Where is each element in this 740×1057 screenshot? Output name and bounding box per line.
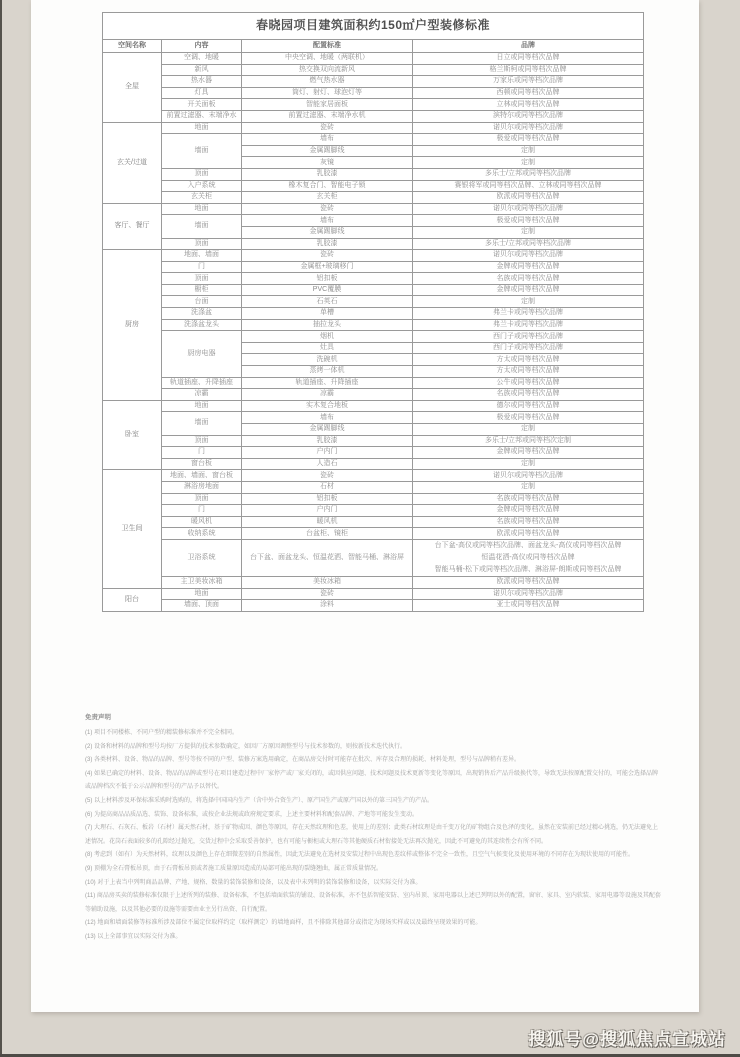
disclaimer-item: (10) 对于上表当中列明商品品牌、产地、规格、数量的装饰装修和设备，以及表中未列明的装饰装修和设备，以实际交付为准。	[85, 879, 422, 886]
table-cell: 地面	[162, 203, 242, 215]
table-cell: 新风	[162, 64, 242, 76]
disclaimer-item: (3) 各类材料、设备、物品的品牌、型号等按不同的户型、装修方案选用确定，在商品房交付时可能存在批次、库存及合理的损耗、材料处理，型号与品牌稍有差异。	[85, 757, 521, 764]
table-cell: 瓷砖	[242, 470, 413, 482]
table-cell: 极爱或同等档次品牌	[413, 215, 644, 227]
table-cell: 烟机	[242, 331, 413, 343]
table-cell: 抽拉龙头	[242, 319, 413, 331]
table-row	[103, 528, 644, 540]
table-cell: 铝扣板	[242, 273, 413, 285]
table-cell: 西门子或同等档次品牌	[413, 342, 644, 354]
table-cell: 西顿或同等档次品牌	[413, 87, 644, 99]
table-cell: 中央空调、地暖（两联机）	[242, 53, 413, 65]
table-row	[103, 296, 644, 308]
table-cell: 顶面	[162, 273, 242, 285]
table-cell: PVC覆膜	[242, 284, 413, 296]
table-row	[103, 389, 644, 401]
table-cell: 厨房电器	[162, 331, 242, 377]
table-cell: 金属踢脚线	[242, 226, 413, 238]
table-row	[103, 284, 644, 296]
table-cell: 热水器	[162, 76, 242, 88]
disclaimer-item: (8) 考虑到（如有）为天然材料，纹理以及颜色上存在细微差别的自然属性，因此无法避免在选材及安装过程中出现色差纹样或整体不完全一致性，且空气气候变化及使用环境的不同存在为现状使用的可能性。	[85, 852, 635, 859]
table-cell: 橡木复合门、智能电子锁	[242, 180, 413, 192]
table-cell: 轨道插座、升降插座	[162, 377, 242, 389]
table-row	[103, 377, 644, 389]
table-cell: 地面、墙面、窗台板	[162, 470, 242, 482]
table-cell: 橱柜	[162, 284, 242, 296]
table-cell: 热交换双向流新风	[242, 64, 413, 76]
table-cell: 极爱或同等档次品牌	[413, 412, 644, 424]
table-cell: 洗碗机	[242, 354, 413, 366]
table-row	[103, 505, 644, 517]
table-row	[103, 238, 644, 250]
table-title-row	[103, 13, 644, 40]
table-cell: 乳胶漆	[242, 238, 413, 250]
table-cell: 窗台板	[162, 458, 242, 470]
table-row	[103, 576, 644, 588]
column-header: 品牌	[413, 40, 644, 53]
table-cell: 名族或同等档次品牌	[413, 516, 644, 528]
table-cell: 玄关柜	[242, 192, 413, 204]
disclaimer-item: (2) 设备和材料的品牌和型号均按厂方提供的技术参数确定，如因厂方原因调整型号与技术参数的，则按新技术迭代执行。	[85, 743, 407, 750]
table-cell: 涂料	[242, 600, 413, 612]
column-header: 配置标准	[242, 40, 413, 53]
table-cell: 瓷砖	[242, 122, 413, 134]
table-cell: 暖风机	[162, 516, 242, 528]
document-page	[31, 0, 699, 1012]
table-cell: 顶面	[162, 168, 242, 180]
table-cell: 墙面	[162, 412, 242, 435]
table-cell: 名族或同等档次品牌	[413, 389, 644, 401]
table-cell: 欧派或同等档次品牌	[413, 528, 644, 540]
table-row	[103, 493, 644, 505]
table-cell: 美妆冰箱	[242, 576, 413, 588]
table-cell: 石材	[242, 481, 413, 493]
space-name-cell: 卫生间	[103, 470, 162, 588]
table-cell: 前置过滤器、末端净水	[162, 110, 242, 122]
table-cell: 多乐士/立邦或同等档次品牌	[413, 168, 644, 180]
table-cell: 墙面、顶面	[162, 600, 242, 612]
table-cell: 诺贝尔或同等档次品牌	[413, 122, 644, 134]
table-cell: 灶具	[242, 342, 413, 354]
decoration-standard-table	[102, 12, 644, 612]
table-cell: 顶面	[162, 493, 242, 505]
table-cell: 暖风机	[242, 516, 413, 528]
table-cell: 金牌或同等档次品牌	[413, 447, 644, 459]
table-cell: 金牌或同等档次品牌	[413, 261, 644, 273]
table-cell: 墙面	[162, 215, 242, 238]
table-cell: 凉霸	[242, 389, 413, 401]
table-cell: 定制	[413, 458, 644, 470]
table-cell: 西门子或同等档次品牌	[413, 331, 644, 343]
table-cell: 立林或同等档次品牌	[413, 99, 644, 111]
table-row	[103, 470, 644, 482]
table-cell: 玄关柜	[162, 192, 242, 204]
space-name-cell: 全屋	[103, 53, 162, 123]
table-row	[103, 168, 644, 180]
table-cell: 金牌或同等档次品牌	[413, 505, 644, 517]
table-cell: 德尔或同等档次品牌	[413, 400, 644, 412]
table-cell: 多乐士/立邦或同等档次定制	[413, 435, 644, 447]
table-cell: 地面	[162, 588, 242, 600]
table-row	[103, 539, 644, 576]
space-name-cell: 客厅、餐厅	[103, 203, 162, 249]
table-cell: 墙布	[242, 412, 413, 424]
table-cell: 实木复合地板	[242, 400, 413, 412]
table-cell: 户内门	[242, 447, 413, 459]
table-cell: 诺贝尔或同等档次品牌	[413, 470, 644, 482]
table-row	[103, 588, 644, 600]
table-cell: 地面	[162, 122, 242, 134]
table-cell: 空调、地暖	[162, 53, 242, 65]
table-cell: 万家乐或同等档次品牌	[413, 76, 644, 88]
table-cell: 弗兰卡或同等档次品牌	[413, 308, 644, 320]
table-row	[103, 412, 644, 424]
table-cell: 入户系统	[162, 180, 242, 192]
table-cell: 名族或同等档次品牌	[413, 273, 644, 285]
disclaimer-item: (13) 以上全部事宜以实际交付为准。	[85, 933, 182, 940]
table-row	[103, 447, 644, 459]
table-row	[103, 435, 644, 447]
table-cell: 开关面板	[162, 99, 242, 111]
table-cell: 洗涤盆龙头	[162, 319, 242, 331]
table-cell: 淋浴房地面	[162, 481, 242, 493]
table-row	[103, 53, 644, 65]
table-cell: 门	[162, 505, 242, 517]
table-row	[103, 273, 644, 285]
table-body	[103, 53, 644, 612]
table-cell: 智能家居面板	[242, 99, 413, 111]
table-row	[103, 600, 644, 612]
table-cell: 定制	[413, 157, 644, 169]
table-cell: 多乐士/立邦或同等档次品牌	[413, 238, 644, 250]
table-cell: 墙面	[162, 134, 242, 169]
disclaimer-item: (4) 如果已确定的材料、设备、物品的品牌或型号在项目建造过程中厂家停产或厂家关闭的，或因供应问题、技术问题及技术更新等变化等原因，出现销售后产品升级换代等，导致无法按原配置交付的，可能会选择品牌或品牌档次不低于公示品牌和型号的产品予以替代。	[85, 770, 659, 791]
table-row	[103, 319, 644, 331]
table-cell: 乳胶漆	[242, 168, 413, 180]
table-cell: 赛银将军或同等档次品牌、立林或同等档次品牌	[413, 180, 644, 192]
table-row	[103, 481, 644, 493]
table-row	[103, 87, 644, 99]
disclaimer-item: (7) 大理石、石灰石、板岩（石材）属天然石材，基于矿物成因、颜色等原因，存在天然纹理和色差，使用上的差别；此类石材纹理是由千变万化的矿物组合及色泽的变化，虽然在安装前已经过精心挑选，仍无法避免上述情况。花岗石表面较多的孔隙经过抛光，交货过程中会采取妥善保护，也有可能与橱柜或大理石等其他硬质石材衔接处无法再次抛光，因此不可避免的其连续性会有所不同。	[85, 825, 659, 845]
table-cell: 灯具	[162, 87, 242, 99]
disclaimer-items	[85, 727, 663, 945]
table-cell: 收纳系统	[162, 528, 242, 540]
table-cell: 瓷砖	[242, 250, 413, 262]
table-cell: 墙布	[242, 134, 413, 146]
table-cell: 户内门	[242, 505, 413, 517]
table-row	[103, 99, 644, 111]
space-name-cell: 厨房	[103, 250, 162, 401]
disclaimer-item: (11) 商品房买卖的装修标准仅限于上述所列的装修、设备标准，不包括墙面软装的铺设、设备标准，亦不包括智能安防、室内吊顶、家用电器以上述已列明以外的配置，窗帘、家具、室内软装、家用电器等设施及其配套等辅助设施，以及其他必要的设施等需要由业主另行出资、自行配置。	[85, 893, 661, 913]
table-cell: 欧派或同等档次品牌	[413, 576, 644, 588]
table-row	[103, 516, 644, 528]
table-cell: 台盆柜、镜柜	[242, 528, 413, 540]
table-cell: 格兰斯柯或同等档次品牌	[413, 64, 644, 76]
table-cell: 铝扣板	[242, 493, 413, 505]
table-cell: 顶面	[162, 435, 242, 447]
table-row	[103, 203, 644, 215]
table-cell: 金属框+玻璃移门	[242, 261, 413, 273]
column-header: 内容	[162, 40, 242, 53]
table-cell: 定制	[413, 481, 644, 493]
table-cell: 凉霸	[162, 389, 242, 401]
space-name-cell: 玄关/过道	[103, 122, 162, 203]
table-row	[103, 110, 644, 122]
table-cell: 人造石	[242, 458, 413, 470]
table-row	[103, 308, 644, 320]
disclaimer-item: (9) 顶棚为全石膏板吊顶，由于石膏板吊顶或者施工质量原因造成的局部可能出现的裂缝翘曲，属正常质量情况。	[85, 865, 383, 872]
table-cell: 金属踢脚线	[242, 145, 413, 157]
table-cell: 金属踢脚线	[242, 424, 413, 436]
table-row	[103, 192, 644, 204]
table-row	[103, 122, 644, 134]
table-cell: 滨特尔或同等档次品牌	[413, 110, 644, 122]
table-row	[103, 180, 644, 192]
table-cell: 筒灯、射灯、球泡灯等	[242, 87, 413, 99]
table-cell: 卫浴系统	[162, 539, 242, 576]
table-row	[103, 215, 644, 227]
table-cell: 洗涤盆	[162, 308, 242, 320]
table-row	[103, 250, 644, 262]
table-cell: 诺贝尔或同等档次品牌	[413, 203, 644, 215]
table-cell: 定制	[413, 226, 644, 238]
table-cell: 灰镜	[242, 157, 413, 169]
table-cell: 公牛或同等档次品牌	[413, 377, 644, 389]
disclaimer-section	[85, 712, 663, 945]
space-name-cell: 阳台	[103, 588, 162, 611]
table-cell: 定制	[413, 424, 644, 436]
table-cell: 亚士或同等档次品牌	[413, 600, 644, 612]
table-cell: 台下盆、面盆龙头、恒温花洒、智能马桶、淋浴屏	[242, 539, 413, 576]
table-cell: 弗兰卡或同等档次品牌	[413, 319, 644, 331]
table-cell: 主卫美妆冰箱	[162, 576, 242, 588]
table-cell: 单槽	[242, 308, 413, 320]
table-cell: 乳胶漆	[242, 435, 413, 447]
table-cell: 门	[162, 447, 242, 459]
table-cell: 地面、墙面	[162, 250, 242, 262]
table-cell: 金牌或同等档次品牌	[413, 284, 644, 296]
table-row	[103, 134, 644, 146]
table-cell: 欧派或同等档次品牌	[413, 192, 644, 204]
table-cell: 方太或同等档次品牌	[413, 366, 644, 378]
disclaimer-item: (1) 项目不同楼栋、不同户型的精装修标准并不完全相同。	[85, 730, 239, 736]
table-cell: 诺贝尔或同等档次品牌	[413, 588, 644, 600]
table-cell: 瓷砖	[242, 203, 413, 215]
disclaimer-title: 免责声明	[85, 714, 111, 721]
screenshot-left-edge	[0, 0, 2, 1057]
table-cell: 石英石	[242, 296, 413, 308]
disclaimer-item: (5) 以上材料涉及环保标准采购时选购的，将选择中国国内生产（含中外合资生产）、原产国生产或原产国以外的第三国生产的产品。	[85, 797, 434, 804]
table-row	[103, 400, 644, 412]
table-cell: 轨道插座、升降插座	[242, 377, 413, 389]
table-row	[103, 64, 644, 76]
table-cell: 台下盆-高仪或同等档次品牌、面盆龙头-高仪或同等档次品牌 恒温花洒-高仪或同等档次品牌 智能马桶-松下或同等档次品牌、淋浴屏-朗斯或同等档次品牌	[413, 539, 644, 576]
table-title: 春晓园项目建筑面积约150㎡户型装修标准	[103, 13, 644, 40]
table-row	[103, 331, 644, 343]
table-cell: 定制	[413, 296, 644, 308]
table-cell: 台面	[162, 296, 242, 308]
table-row	[103, 458, 644, 470]
table-cell: 极爱或同等档次品牌	[413, 134, 644, 146]
column-header: 空间名称	[103, 40, 162, 53]
table-cell: 名族或同等档次品牌	[413, 493, 644, 505]
table-cell: 定制	[413, 145, 644, 157]
table-cell: 诺贝尔或同等档次品牌	[413, 250, 644, 262]
table-cell: 地面	[162, 400, 242, 412]
table-cell: 燃气热水器	[242, 76, 413, 88]
table-cell: 蒸烤一体机	[242, 366, 413, 378]
table-cell: 墙布	[242, 215, 413, 227]
table-cell: 瓷砖	[242, 588, 413, 600]
table-header-row	[103, 40, 644, 53]
table-row	[103, 76, 644, 88]
space-name-cell: 卧室	[103, 400, 162, 470]
disclaimer-item: (12) 地面和墙面装修等标准所涉及部位不属定位取样约定（取样测定）的墙地面样，且不排除其他部分或指定为现场实样或以及最终呈现效果的可能。	[85, 920, 482, 927]
table-cell: 前置过滤器、末端净水机	[242, 110, 413, 122]
table-cell: 门	[162, 261, 242, 273]
disclaimer-item: (6) 为提高商品品质品选、装饰、设备标准，或按企业法规或政府规定要求，上述主要材料和配套品牌、产地等可能发生变动。	[85, 811, 419, 818]
table-row	[103, 261, 644, 273]
table-cell: 日立或同等档次品牌	[413, 53, 644, 65]
table-cell: 顶面	[162, 238, 242, 250]
watermark: 搜狐号@搜狐焦点宣城站	[528, 1030, 726, 1049]
table-cell: 方太或同等档次品牌	[413, 354, 644, 366]
